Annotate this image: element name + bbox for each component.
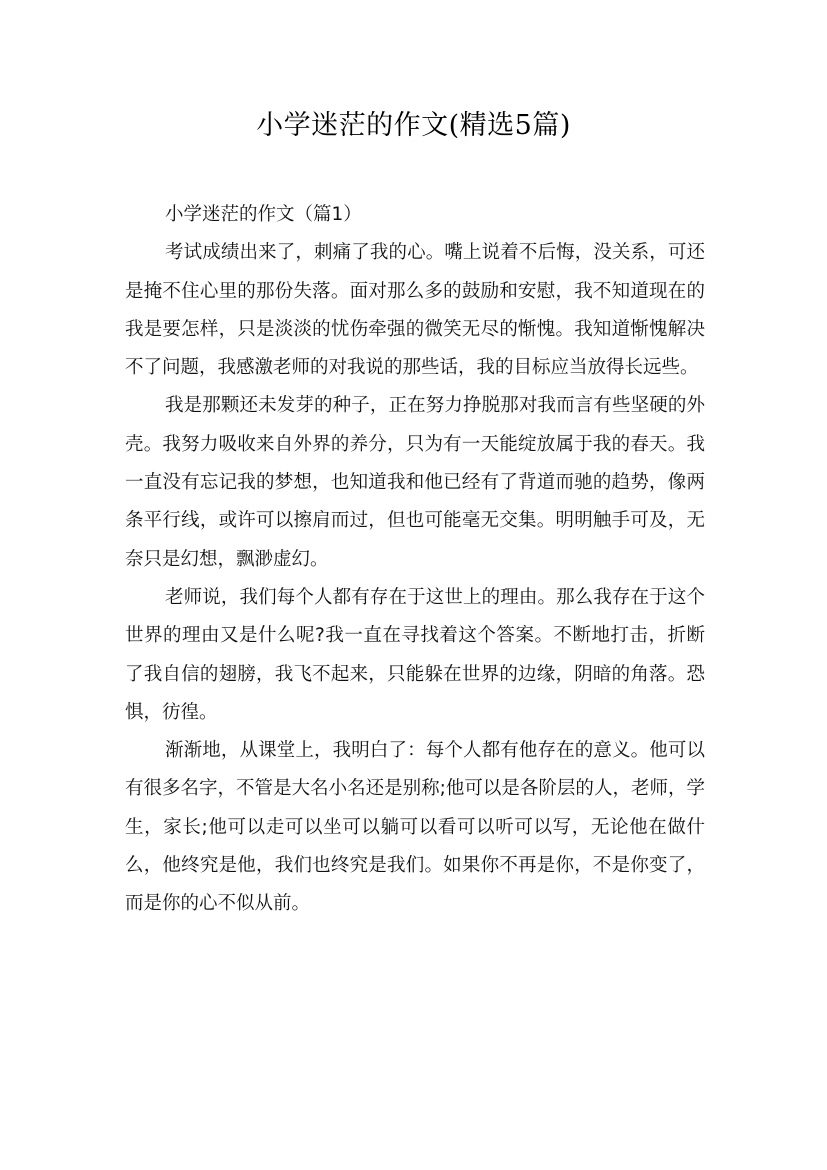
paragraph-1: 考试成绩出来了，刺痛了我的心。嘴上说着不后悔，没关系，可还是掩不住心里的那份失落。面对那么多的鼓励和安慰，我不知道现在的我是要怎样，只是淡淡的忧伤牵强的微笑无尽的惭愧。我知道惭愧解决不了问题，我感激老师的对我说的那些话，我的目标应当放得长远些。: [125, 242, 705, 379]
paragraph-4: 渐渐地，从课堂上，我明白了：每个人都有他存在的意义。他可以有很多名字，不管是大名小名还是别称;他可以是各阶层的人，老师，学生，家长;他可以走可以坐可以躺可以看可以听可以写，无论他在做什么，他终究是他，我们也终究是我们。如果你不再是你，不是你变了，而是你的心不似从前。: [125, 740, 705, 915]
paragraph-3: 老师说，我们每个人都有存在于这世上的理由。那么我存在于这个世界的理由又是什么呢?我一直在寻找着这个答案。不断地打击，折断了我自信的翅膀，我飞不起来，只能躲在世界的边缘，阴暗的角落。恐惧，彷徨。: [125, 586, 705, 723]
document-body: [125, 196, 705, 924]
document-title: 小学迷茫的作文(精选5篇): [256, 110, 571, 141]
section-heading: 小学迷茫的作文（篇1）: [165, 204, 362, 225]
paragraph-2: 我是那颗还未发芽的种子，正在努力挣脱那对我而言有些坚硬的外壳。我努力吸收来自外界的养分，只为有一天能绽放属于我的春天。我一直没有忘记我的梦想，也知道我和他已经有了背道而驰的趋势，像两条平行线，或许可以擦肩而过，但也可能毫无交集。明明触手可及，无奈只是幻想，飘渺虚幻。: [125, 395, 705, 570]
